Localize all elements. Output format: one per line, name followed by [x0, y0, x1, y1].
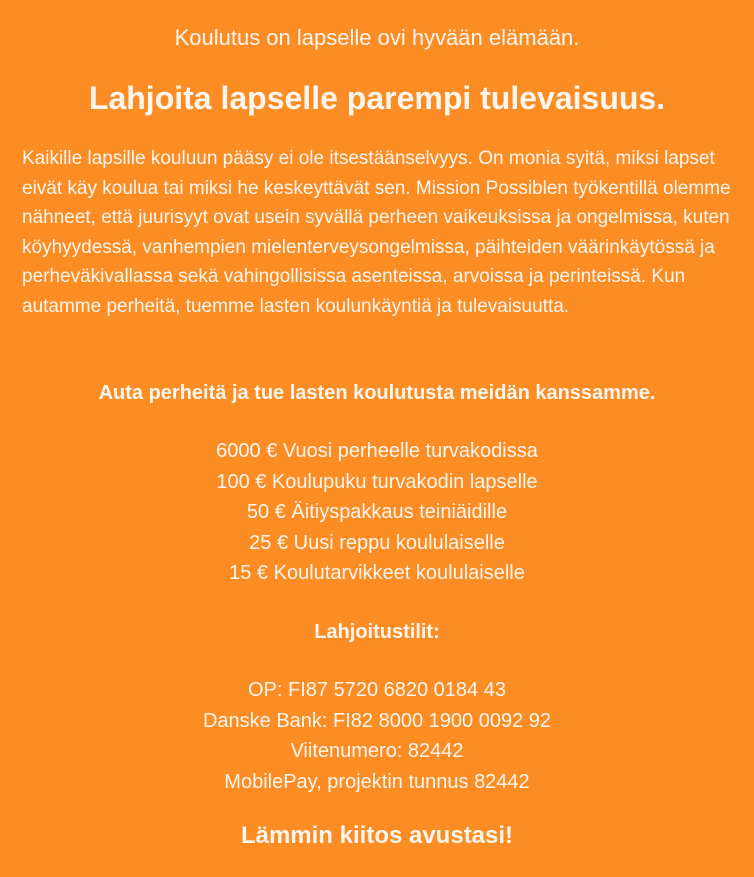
accounts-list — [0, 675, 754, 797]
call-to-action: Auta perheitä ja tue lasten koulutusta meidän kanssamme. — [98, 382, 656, 404]
donation-option: 25 € Uusi reppu koululaiselle — [249, 531, 505, 554]
donation-option: 100 € Koulupuku turvakodin lapselle — [216, 470, 538, 493]
donation-option: 50 € Äitiyspakkaus teiniäidille — [246, 501, 508, 523]
account-danske-bank: Danske Bank: FI82 8000 1900 0092 92 — [202, 709, 552, 732]
tagline: Koulutus on lapselle ovi hyvään elämään. — [174, 25, 580, 50]
donation-options-list — [0, 436, 754, 589]
thank-you-message: Lämmin kiitos avustasi! — [240, 822, 514, 849]
page-title: Lahjoita lapselle parempi tulevaisuus. — [88, 80, 666, 116]
reference-number: Viitenumero: 82442 — [290, 740, 464, 762]
accounts-heading: Lahjoitustilit: — [314, 621, 440, 643]
account-op: OP: FI87 5720 6820 0184 43 — [248, 679, 506, 701]
mobilepay-info: MobilePay, projektin tunnus 82442 — [224, 770, 530, 793]
donation-option: 6000 € Vuosi perheelle turvakodissa — [216, 440, 538, 462]
intro-paragraph: Kaikille lapsille kouluun pääsy ei ole itsestäänselvyys. On monia syitä, miksi lapset eivät käy koulua tai miksi he keskeyttävät sen. Mission Possiblen työkentillä olemme nähneet, että juurisyyt ovat usein syvällä perheen vaikeuksissa ja ongelmissa, kuten köyhyydessä, vanhempien mielenterveysongelmissa, päihteiden väärinkäytössä ja perheväkivallassa sekä vahingollisissa asenteissa, arvoissa ja perinteissä. Kun autamme perheitä, tuemme lasten koulunkäyntiä ja tulevaisuutta. — [22, 148, 731, 317]
donation-option: 15 € Koulutarvikkeet koululaiselle — [229, 562, 525, 584]
